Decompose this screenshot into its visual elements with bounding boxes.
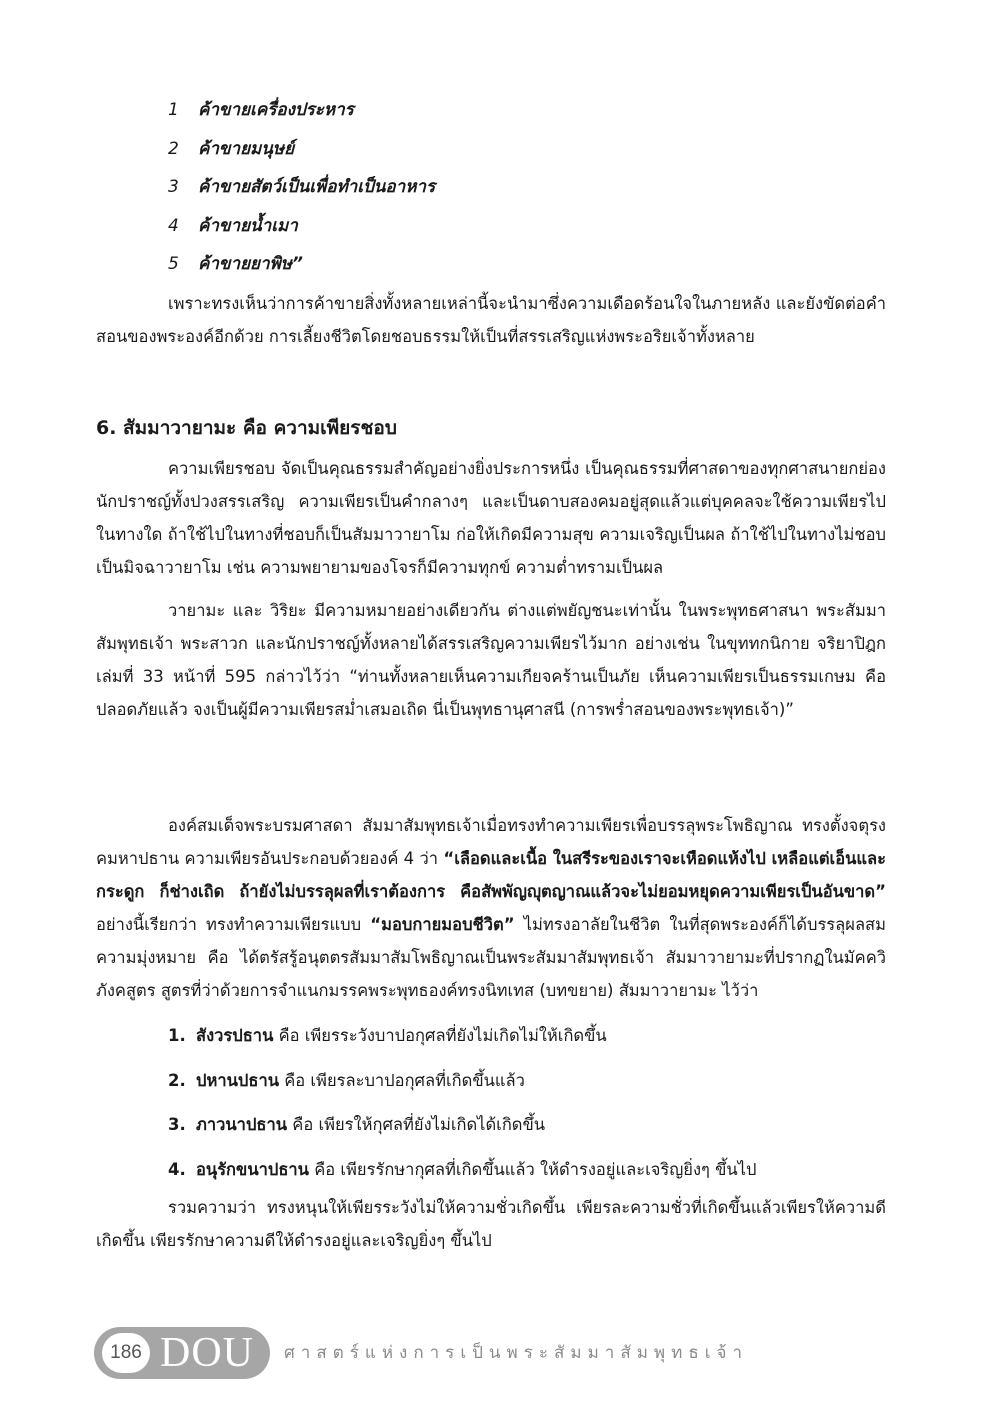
list-term: สังวรปธาน <box>196 1026 274 1045</box>
paragraph-4-text: องค์สมเด็จพระบรมศาสดา สัมมาสัมพุทธเจ้าเมื่อทรงทำความเพียรเพื่อบรรลุพระโพธิญาณ ทรงตั้งจตุรงคมหาปธาน ความเพียรอันประกอบด้วยองค์ 4 ว่า <box>96 816 886 868</box>
paragraph-4 <box>96 809 886 1007</box>
list-text: ค้าขายสัตว์เป็นเพื่อทำเป็นอาหาร <box>198 177 436 197</box>
list-item <box>168 212 868 251</box>
padhana-list <box>168 1021 888 1199</box>
list-item <box>168 96 868 135</box>
page-number: 186 <box>102 1333 150 1373</box>
paragraph-4-emphasis: “มอบกายมอบชีวิต” <box>370 915 515 934</box>
list-term: ปหานปธาน <box>196 1070 279 1090</box>
list-number: 2. <box>168 1070 186 1090</box>
paragraph-4-quote: “เลือดและเนื้อ ในสรีระของเราจะเหือดแห้งไป เหลือแต่เอ็นและกระดูก ก็ช่างเถิด ถ้ายังไม่บรรลุผลที่เราต้องการ คือสัพพัญญุตญาณแล้วจะไม่ยอมหยุดความเพียรเป็นอันขาด” <box>96 849 886 901</box>
list-item <box>168 1066 888 1111</box>
paragraph-1: เพราะทรงเห็นว่าการค้าขายสิ่งทั้งหลายเหล่านี้จะนำมาซึ่งความเดือดร้อนใจในภายหลัง และยังขัดต่อคำสอนของพระองค์อีกด้วย การเลี้ยงชีวิตโดยชอบธรรมให้เป็นที่สรรเสริญแห่งพระอริยเจ้าทั้งหลาย <box>96 294 886 346</box>
list-desc: คือ เพียรระวังบาปอกุศลที่ยังไม่เกิดไม่ให้เกิดขึ้น <box>273 1026 607 1045</box>
page-footer <box>94 1327 914 1379</box>
list-desc: คือ เพียรให้กุศลที่ยังไม่เกิดได้เกิดขึ้น <box>287 1115 546 1134</box>
list-item <box>168 135 868 174</box>
paragraph-4-text: ไม่ทรงอาลัยในชีวิต ในที่สุดพระองค์ก็ได้บรรลุผลสมความมุ่งหมาย คือ ได้ตรัสรู้อนุตตรสัมมาสัมโพธิญาณเป็นพระสัมมาสัมพุทธเจ้า สัมมาวายามะที่ปรากฏในมัคควิภังคสูตร สูตรที่ว่าด้วยการจำแนกมรรคพระพุทธองค์ทรงนิทเทส (บทขยาย) สัมมาวายามะ ไว้ว่า <box>96 915 887 1000</box>
list-term: ภาวนาปธาน <box>196 1115 288 1134</box>
trade-list <box>168 96 868 289</box>
book-title: ศาสตร์แห่งการเป็นพระสัมมาสัมพุทธเจ้า <box>284 1343 749 1363</box>
footer-badge <box>94 1327 270 1379</box>
list-desc: คือ เพียรละบาปอกุศลที่เกิดขึ้นแล้ว <box>278 1070 525 1090</box>
list-desc: คือ เพียรรักษากุศลที่เกิดขึ้นแล้ว ให้ดำรงอยู่และเจริญยิ่งๆ ขึ้นไป <box>308 1159 757 1179</box>
list-number: 4. <box>168 1159 186 1179</box>
dou-logo: DOU <box>160 1330 254 1376</box>
list-term: อนุรักขนาปธาน <box>196 1159 309 1179</box>
paragraph-4-text: อย่างนี้เรียกว่า ทรงทำความเพียรแบบ <box>96 915 371 934</box>
paragraph-5: รวมความว่า ทรงหนุนให้เพียรระวังไม่ให้ความชั่วเกิดขึ้น เพียรละความชั่วที่เกิดขึ้นแล้วเพียรให้ความดีเกิดขึ้น เพียรรักษาความดีให้ดำรงอยู่และเจริญยิ่งๆ ขึ้นไป <box>96 1198 886 1250</box>
list-text: ค้าขายน้ำเมา <box>198 215 298 236</box>
paragraph-2: ความเพียรชอบ จัดเป็นคุณธรรมสำคัญอย่างยิ่งประการหนึ่ง เป็นคุณธรรมที่ศาสดาของทุกศาสนายกย่อง นักปราชญ์ทั้งปวงสรรเสริญ ความเพียรเป็นคำกลางๆ และเป็นดาบสองคมอยู่สุดแล้วแต่บุคคลจะใช้ความเพียรไปในทางใด ถ้าใช้ไปในทางที่ชอบก็เป็นสัมมาวายาโม ก่อให้เกิดมีความสุข ความเจริญเป็นผล ถ้าใช้ไปในทางไม่ชอบเป็นมิจฉาวายาโม เช่น ความพยายามของโจรก็มีความทุกข์ ความต่ำทรามเป็นผล <box>96 459 886 577</box>
list-item <box>168 250 868 289</box>
paragraph-3: วายามะ และ วิริยะ มีความหมายอย่างเดียวกัน ต่างแต่พยัญชนะเท่านั้น ในพระพุทธศาสนา พระสัมมาสัมพุทธเจ้า พระสาวก และนักปราชญ์ทั้งหลายได้สรรเสริญความเพียรไว้มาก อย่างเช่น ในขุททกนิกาย จริยาปิฎก เล่มที่ 33 หน้าที่ 595 กล่าวไว้ว่า “ท่านทั้งหลายเห็นความเกียจคร้านเป็นภัย เห็นความเพียรเป็นธรรมเกษม คือ ปลอดภัยแล้ว จงเป็นผู้มีความเพียรสม่ำเสมอเถิด นี่เป็นพุทธานุศาสนี (การพร่ำสอนของพระพุทธเจ้า)” <box>96 601 886 719</box>
list-number: 5 <box>168 254 179 274</box>
list-number: 4 <box>168 215 179 236</box>
list-item <box>168 1021 888 1066</box>
list-number: 2 <box>168 138 179 159</box>
list-text: ค้าขายเครื่องประหาร <box>198 100 354 120</box>
list-number: 1 <box>168 100 179 120</box>
list-text: ค้าขายมนุษย์ <box>198 138 295 159</box>
list-number: 3. <box>168 1115 186 1134</box>
list-text: ค้าขายยาพิษ” <box>198 254 303 274</box>
list-item <box>168 173 868 212</box>
list-item <box>168 1110 888 1155</box>
list-number: 1. <box>168 1026 186 1045</box>
section-heading: 6. สัมมาวายามะ คือ ความเพียรชอบ <box>96 417 397 439</box>
list-number: 3 <box>168 177 179 197</box>
